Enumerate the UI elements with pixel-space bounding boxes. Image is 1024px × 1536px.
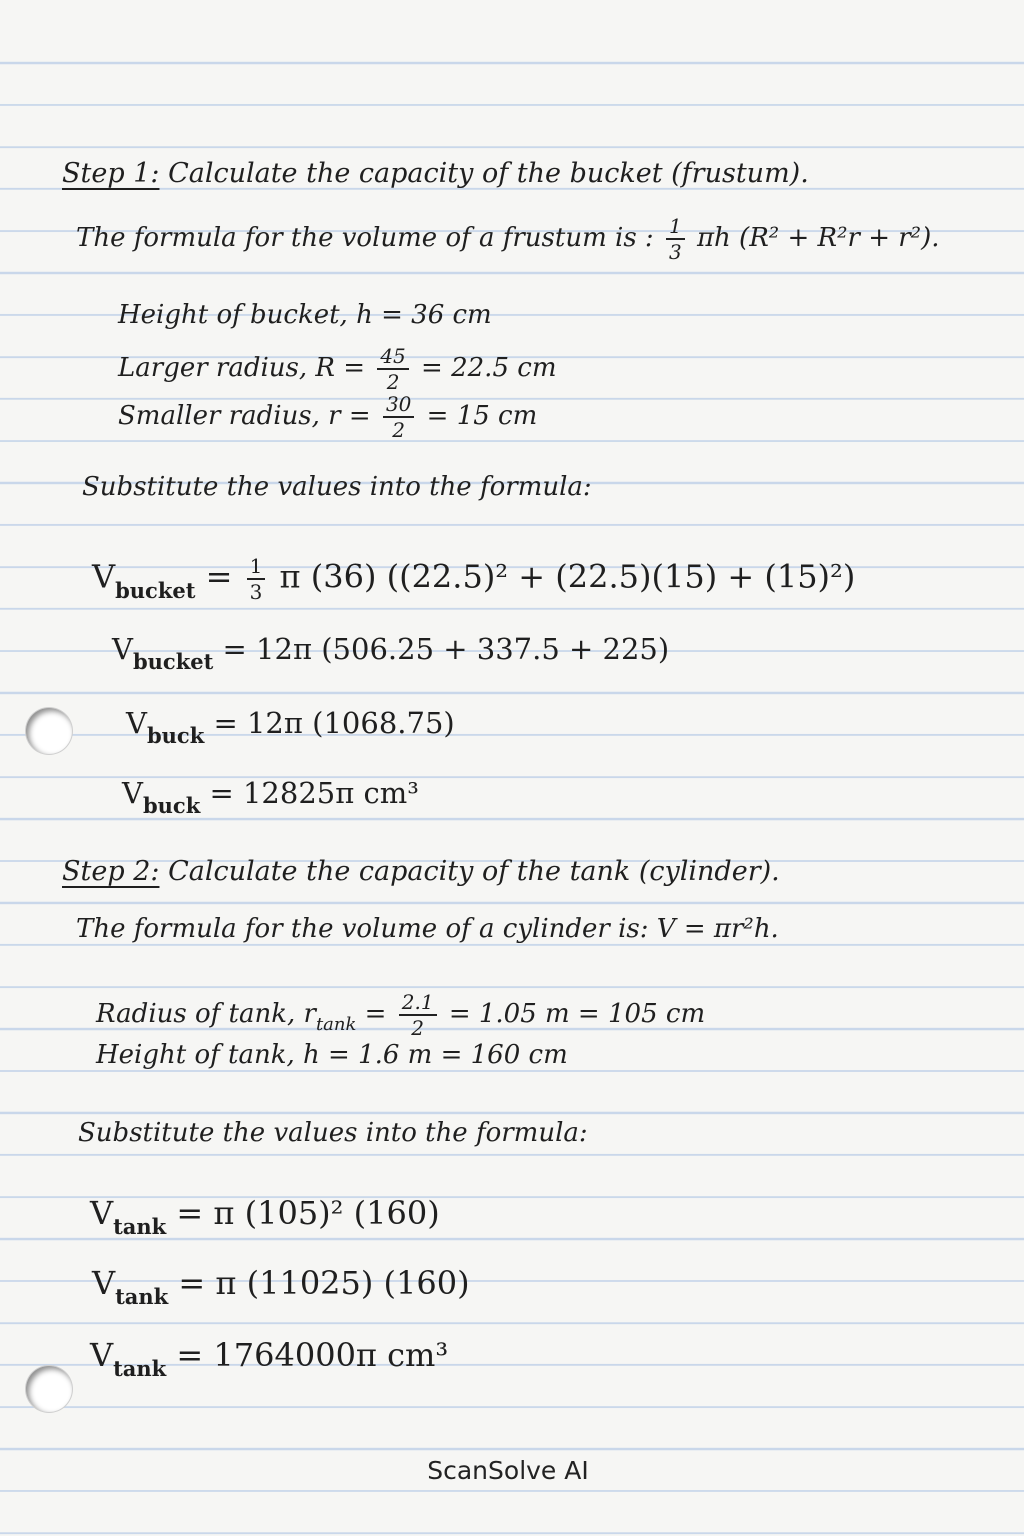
smaller-radius-value: = 15 cm xyxy=(426,401,538,431)
bucket-equation-3 xyxy=(126,706,455,748)
volume-symbol: V xyxy=(112,632,133,666)
volume-subscript: bucket xyxy=(132,649,214,674)
step2-label: Step 2: xyxy=(62,856,160,887)
fraction-denominator: 3 xyxy=(249,580,263,604)
frustum-formula xyxy=(76,216,940,262)
tank-radius-fraction xyxy=(399,992,437,1038)
larger-radius-value: = 22.5 cm xyxy=(421,353,557,383)
step1-title: Calculate the capacity of the bucket (frustum). xyxy=(168,158,809,189)
bucket-equation-2 xyxy=(112,632,670,674)
volume-symbol: V xyxy=(92,557,116,596)
cylinder-formula: The formula for the volume of a cylinder is: V = πr²h. xyxy=(76,914,779,944)
equation-rhs: π (36) ((22.5)² + (22.5)(15) + (15)²) xyxy=(279,557,856,596)
fraction-denominator: 2 xyxy=(392,418,406,442)
fraction-numerator: 45 xyxy=(377,346,408,370)
tank-radius-value: = 1.05 m = 105 cm xyxy=(448,999,706,1029)
smaller-radius-label: Smaller radius, r = xyxy=(118,401,371,431)
larger-radius-fraction xyxy=(377,346,408,392)
equation-rhs: = 12825π cm³ xyxy=(209,776,419,810)
volume-symbol: V xyxy=(90,1336,114,1374)
punch-hole xyxy=(26,708,72,754)
frustum-formula-rest: πh (R² + R²r + r²). xyxy=(696,223,940,253)
bucket-larger-radius xyxy=(118,346,556,392)
tank-equation-3 xyxy=(90,1336,449,1381)
step2-substitute: Substitute the values into the formula: xyxy=(78,1118,588,1148)
fraction-numerator: 2.1 xyxy=(399,992,437,1016)
equals-sign: = xyxy=(364,999,387,1029)
frustum-formula-intro: The formula for the volume of a frustum is : xyxy=(76,223,654,253)
tank-radius xyxy=(96,992,705,1038)
fraction-denominator: 2 xyxy=(411,1016,424,1040)
brand-footer: ScanSolve AI xyxy=(427,1456,589,1485)
fraction-numerator: 30 xyxy=(383,394,414,418)
tank-radius-label: Radius of tank, r xyxy=(96,999,316,1029)
volume-subscript: buck xyxy=(142,793,201,818)
volume-subscript: bucket xyxy=(115,577,196,603)
step2-heading xyxy=(62,856,780,887)
volume-symbol: V xyxy=(90,1194,114,1232)
radius-subscript: tank xyxy=(315,1014,357,1035)
fraction-numerator: 1 xyxy=(247,556,266,580)
frustum-formula-fraction xyxy=(666,216,685,262)
tank-equation-1 xyxy=(90,1194,440,1239)
equation-rhs: = π (11025) (160) xyxy=(178,1264,470,1302)
fraction-denominator: 2 xyxy=(386,370,400,394)
tank-height: Height of tank, h = 1.6 m = 160 cm xyxy=(96,1040,568,1070)
step1-heading xyxy=(62,158,809,189)
step2-title: Calculate the capacity of the tank (cylinder). xyxy=(168,856,780,887)
equation-rhs: = π (105)² (160) xyxy=(176,1194,440,1232)
volume-subscript: tank xyxy=(113,1356,167,1381)
larger-radius-label: Larger radius, R = xyxy=(118,353,366,383)
equation-rhs: = 1764000π cm³ xyxy=(176,1336,449,1374)
bucket-height: Height of bucket, h = 36 cm xyxy=(118,300,492,330)
volume-symbol: V xyxy=(126,706,147,740)
volume-subscript: tank xyxy=(113,1214,167,1239)
tank-equation-2 xyxy=(92,1264,470,1309)
bucket-equation-4 xyxy=(122,776,419,818)
step1-substitute: Substitute the values into the formula: xyxy=(82,472,592,502)
volume-subscript: buck xyxy=(146,723,205,748)
fraction-numerator: 1 xyxy=(666,216,685,240)
equation-fraction xyxy=(247,556,266,602)
step1-label: Step 1: xyxy=(62,158,160,189)
fraction-denominator: 3 xyxy=(668,240,682,264)
volume-symbol: V xyxy=(122,776,143,810)
bucket-equation-1 xyxy=(92,556,855,602)
punch-hole xyxy=(26,1366,72,1412)
volume-symbol: V xyxy=(92,1264,116,1302)
equals-sign: = xyxy=(205,557,233,596)
equation-rhs: = 12π (1068.75) xyxy=(213,706,455,740)
equation-rhs: = 12π (506.25 + 337.5 + 225) xyxy=(222,632,670,666)
volume-subscript: tank xyxy=(115,1284,169,1309)
bucket-smaller-radius xyxy=(118,394,537,440)
smaller-radius-fraction xyxy=(383,394,414,440)
